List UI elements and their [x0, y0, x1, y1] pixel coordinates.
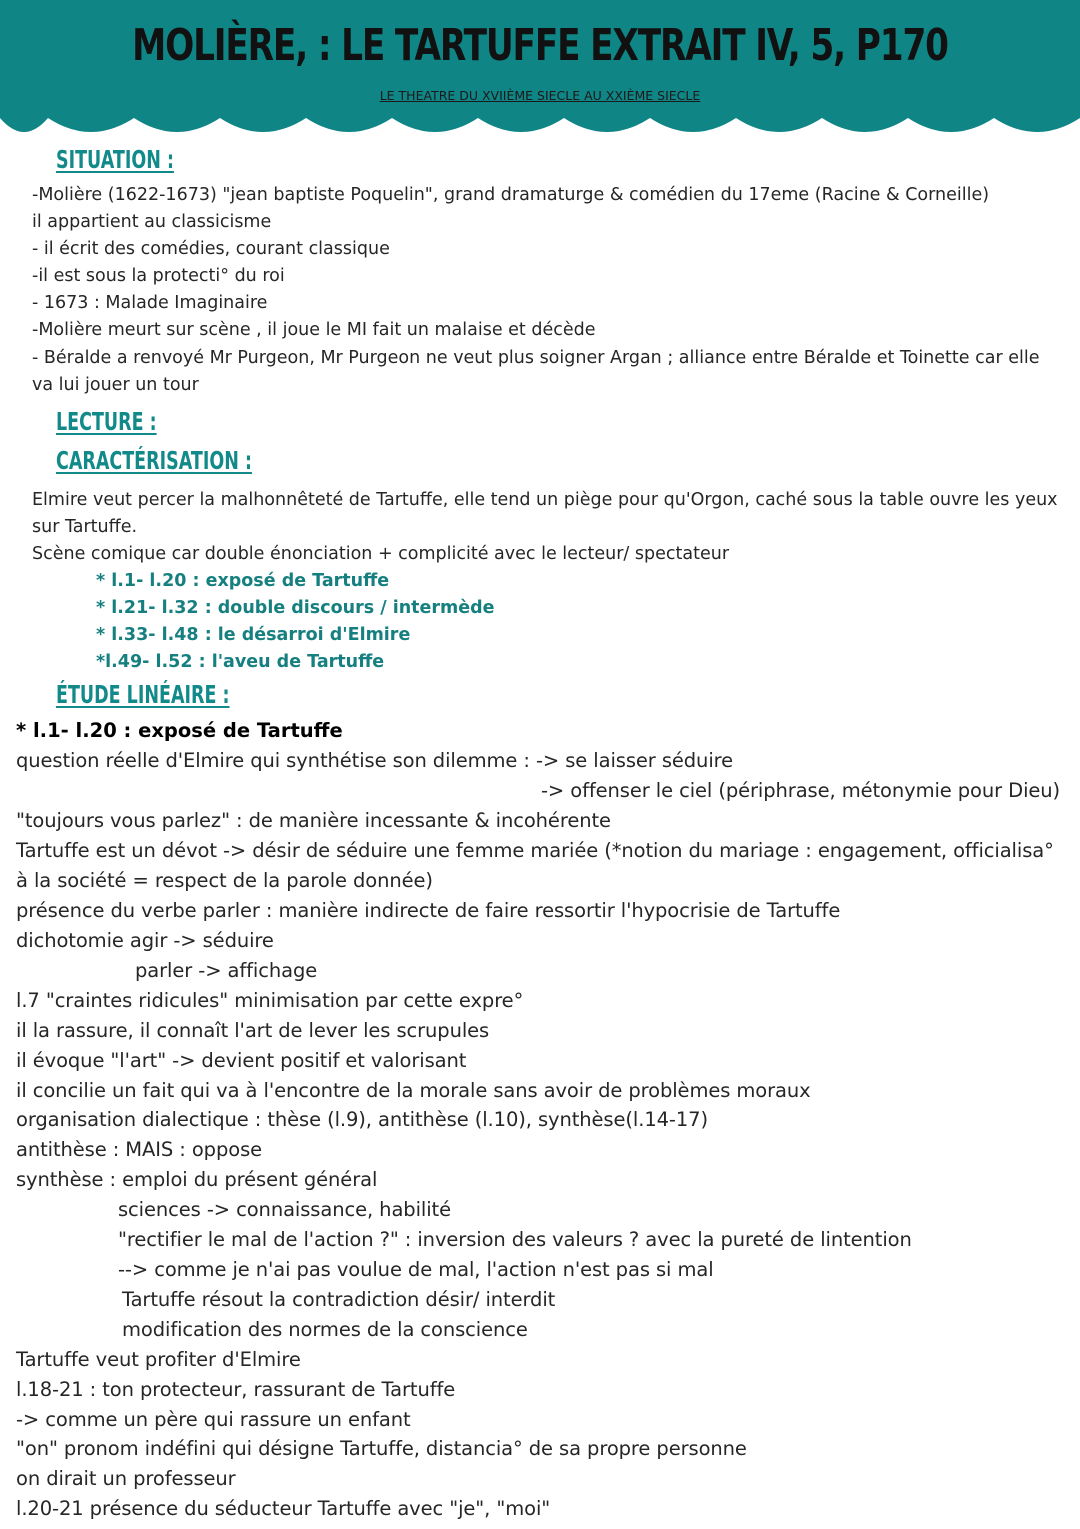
etude-section-title: * l.1- l.20 : exposé de Tartuffe [16, 719, 343, 742]
etude-line: dichotomie agir -> séduire [16, 929, 274, 952]
document-subtitle: LE THEATRE DU XVIIÈME SIECLE AU XXIÈME SIECLE [379, 88, 701, 103]
heading-etude-lineaire: ÉTUDE LINÉAIRE : [56, 680, 230, 709]
etude-line: sciences -> connaissance, habilité [118, 1198, 451, 1221]
etude-line: l.18-21 : ton protecteur, rassurant de Tartuffe [16, 1378, 456, 1401]
situation-line: -Molière (1622-1673) "jean baptiste Poquelin", grand dramaturge & comédien du 17eme (Racine & Corneille) [32, 185, 990, 205]
situation-line: -Molière meurt sur scène , il joue le MI fait un malaise et décède [32, 320, 596, 340]
situation-line: va lui jouer un tour [32, 375, 199, 395]
etude-line: synthèse : emploi du présent général [16, 1168, 378, 1191]
etude-line: -> comme un père qui rassure un enfant [16, 1408, 411, 1431]
document-title: MOLIÈRE, : LE TARTUFFE EXTRAIT IV, 5, P170 [132, 20, 948, 71]
caracterisation-line: sur Tartuffe. [32, 517, 138, 537]
plan-item: * l.1- l.20 : exposé de Tartuffe [96, 571, 390, 591]
etude-line: modification des normes de la conscience [122, 1318, 528, 1341]
etude-line: --> comme je n'ai pas voulue de mal, l'action n'est pas si mal [118, 1258, 714, 1281]
etude-line: on dirait un professeur [16, 1467, 236, 1490]
plan-item: * l.33- l.48 : le désarroi d'Elmire [96, 625, 411, 645]
etude-line: il évoque "l'art" -> devient positif et valorisant [16, 1049, 467, 1072]
situation-line: -il est sous la protecti° du roi [32, 266, 285, 286]
caracterisation-line: Scène comique car double énonciation + complicité avec le lecteur/ spectateur [32, 544, 730, 564]
etude-line: Tartuffe veut profiter d'Elmire [16, 1348, 301, 1371]
etude-line: "rectifier le mal de l'action ?" : inversion des valeurs ? avec la pureté de lintention [118, 1228, 912, 1251]
etude-line: il la rassure, il connaît l'art de lever les scrupules [16, 1019, 490, 1042]
heading-caracterisation: CARACTÉRISATION : [56, 446, 252, 475]
plan-item: *l.49- l.52 : l'aveu de Tartuffe [96, 652, 385, 672]
etude-line: organisation dialectique : thèse (l.9), antithèse (l.10), synthèse(l.14-17) [16, 1108, 708, 1131]
etude-line: Tartuffe est un dévot -> désir de séduire une femme mariée (*notion du mariage : engagement, officialisa° [16, 839, 1054, 862]
caracterisation-line: Elmire veut percer la malhonnêteté de Tartuffe, elle tend un piège pour qu'Orgon, caché sous la table ouvre les yeux [32, 490, 1058, 510]
etude-line: l.7 "craintes ridicules" minimisation par cette expre° [16, 989, 524, 1012]
etude-line: il concilie un fait qui va à l'encontre de la morale sans avoir de problèmes moraux [16, 1079, 811, 1102]
plan-item: * l.21- l.32 : double discours / intermède [96, 598, 495, 618]
etude-line: à la société = respect de la parole donnée) [16, 869, 433, 892]
situation-line: - 1673 : Malade Imaginaire [32, 293, 268, 313]
etude-line: Tartuffe résout la contradiction désir/ interdit [122, 1288, 556, 1311]
etude-line: "on" pronom indéfini qui désigne Tartuffe, distancia° de sa propre personne [16, 1437, 747, 1460]
situation-line: il appartient au classicisme [32, 212, 272, 232]
etude-line: -> offenser le ciel (périphrase, métonymie pour Dieu) [541, 779, 1061, 802]
heading-situation: SITUATION : [56, 145, 174, 174]
etude-line: question réelle d'Elmire qui synthétise son dilemme : -> se laisser séduire [16, 749, 734, 772]
situation-line: - il écrit des comédies, courant classique [32, 239, 390, 259]
heading-lecture: LECTURE : [56, 407, 157, 436]
etude-line: parler -> affichage [135, 959, 318, 982]
etude-line: antithèse : MAIS : oppose [16, 1138, 263, 1161]
header-banner [0, 0, 1080, 150]
etude-line: "toujours vous parlez" : de manière incessante & incohérente [16, 809, 611, 832]
etude-line: présence du verbe parler : manière indirecte de faire ressortir l'hypocrisie de Tartuffe [16, 899, 841, 922]
etude-line: l.20-21 présence du séducteur Tartuffe avec "je", "moi" [16, 1497, 551, 1520]
situation-line: - Béralde a renvoyé Mr Purgeon, Mr Purgeon ne veut plus soigner Argan ; alliance entre Béralde et Toinette car elle [32, 348, 1040, 368]
